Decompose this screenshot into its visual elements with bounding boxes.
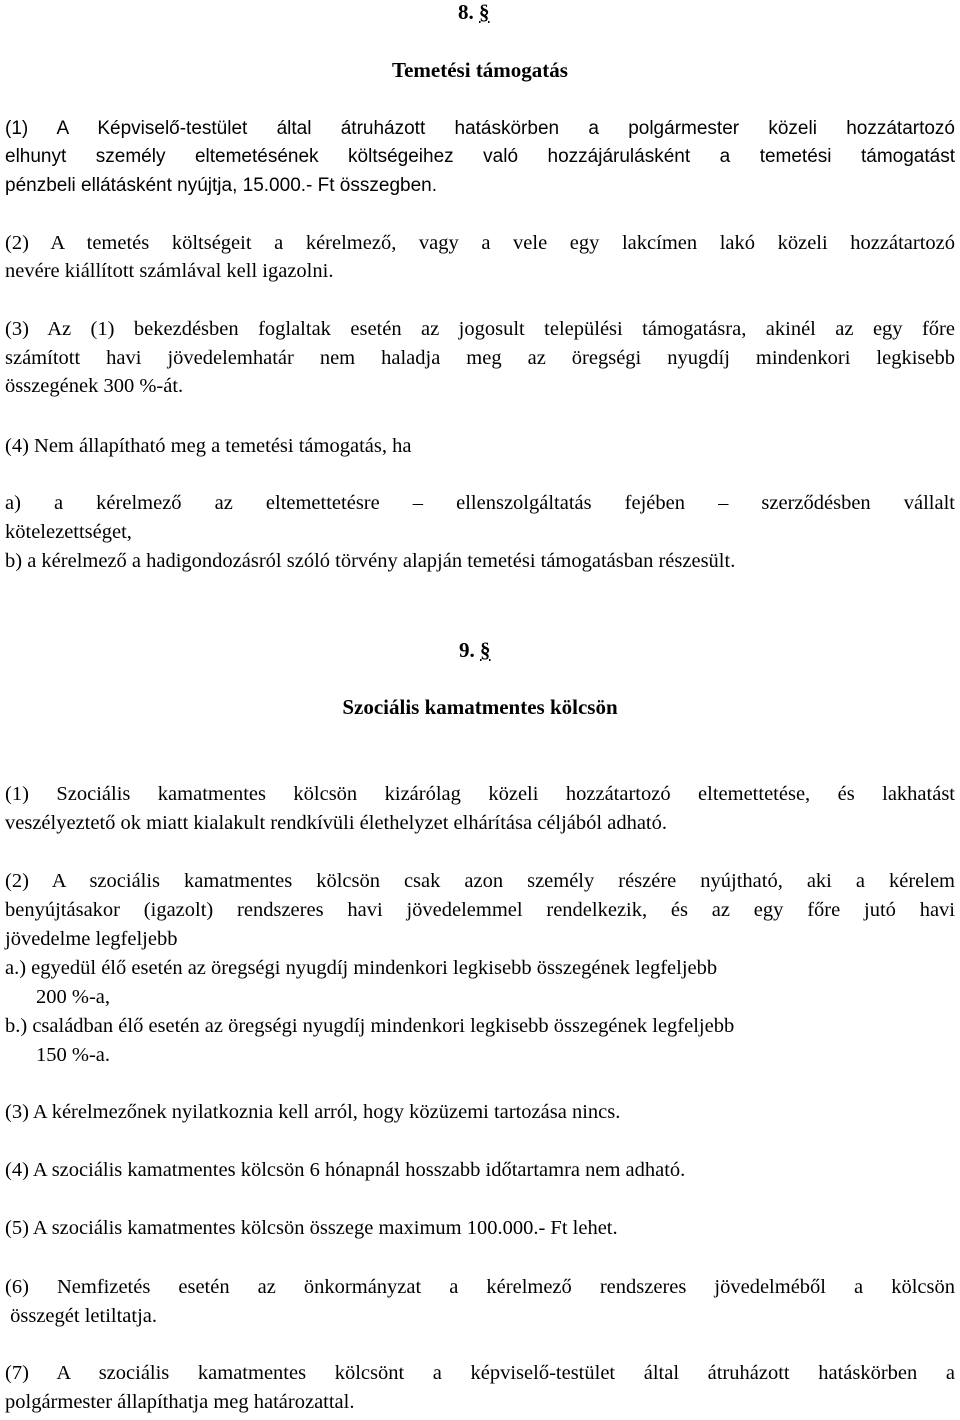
section-number: 9. [459, 638, 475, 662]
list-item-a: a.) egyedül élő esetén az öregségi nyugdíj mindenkori legkisebb összegének legfeljebb [5, 957, 718, 979]
paragraph-line: (4) A szociális kamatmentes kölcsön 6 hónapnál hosszabb időtartamra nem adható. [5, 1159, 686, 1181]
section-heading [459, 636, 519, 665]
paragraph-line: nevére kiállított számlával kell igazolni. [5, 260, 334, 282]
paragraph-line: (6) Nemfizetés esetén az önkormányzat a kérelmező rendszeres jövedelméből a kölcsön [5, 1276, 955, 1298]
list-item-a: a) a kérelmező az eltemettetésre – ellenszolgáltatás fejében – szerződésben vállalt [5, 492, 955, 514]
section-symbol: § [479, 0, 490, 24]
paragraph-line: pénzbeli ellátásként nyújtja, 15.000.- Ft összegben. [5, 175, 437, 196]
paragraph-line: veszélyeztető ok miatt kialakult rendkívüli élethelyzet elhárítása céljából adható. [5, 812, 667, 834]
list-item-a-cont: 200 %-a, [36, 986, 111, 1008]
paragraph-line: (7) A szociális kamatmentes kölcsönt a képviselő-testület által átruházott hatáskörben a [5, 1362, 955, 1384]
list-item-b: b.) családban élő esetén az öregségi nyugdíj mindenkori legkisebb összegének legfeljebb [5, 1015, 735, 1037]
paragraph-line: összegének 300 %-át. [5, 375, 184, 397]
paragraph-line: (5) A szociális kamatmentes kölcsön összege maximum 100.000.- Ft lehet. [5, 1217, 618, 1239]
paragraph-line: jövedelme legfeljebb [5, 928, 178, 950]
paragraph-line: (1) A Képviselő-testület által átruházott hatáskörben a polgármester közeli hozzátartozó [5, 118, 955, 139]
list-item-a-cont: kötelezettséget, [5, 521, 132, 543]
section-heading [458, 0, 518, 27]
section-symbol: § [480, 638, 491, 662]
section-title: Temetési támogatás [392, 58, 568, 82]
paragraph-line: (4) Nem állapítható meg a temetési támogatás, ha [5, 435, 412, 457]
paragraph-line: benyújtásakor (igazolt) rendszeres havi jövedelemmel rendelkezik, és az egy főre jutó havi [5, 899, 955, 921]
section-title: Szociális kamatmentes kölcsön [342, 695, 618, 719]
paragraph-line: (2) A temetés költségeit a kérelmező, vagy a vele egy lakcímen lakó közeli hozzátartozó [5, 232, 955, 254]
paragraph-line: (2) A szociális kamatmentes kölcsön csak azon személy részére nyújtható, aki a kérelem [5, 870, 955, 892]
paragraph-line: (1) Szociális kamatmentes kölcsön kizárólag közeli hozzátartozó eltemettetése, és lakhatást [5, 783, 955, 805]
section-number: 8. [458, 0, 474, 24]
list-item-b: b) a kérelmező a hadigondozásról szóló törvény alapján temetési támogatásban részesült. [5, 550, 736, 572]
paragraph-line: összegét letiltatja. [5, 1305, 157, 1327]
paragraph-line: (3) Az (1) bekezdésben foglaltak esetén az jogosult települési támogatásra, akinél az egy főre [5, 318, 955, 340]
paragraph-line: elhunyt személy eltemetésének költségeihez való hozzájárulásként a temetési támogatást [5, 146, 955, 167]
list-item-b-cont: 150 %-a. [36, 1044, 111, 1066]
paragraph-line: (3) A kérelmezőnek nyilatkoznia kell arról, hogy közüzemi tartozása nincs. [5, 1101, 621, 1123]
paragraph-line: számított havi jövedelemhatár nem haladja meg az öregségi nyugdíj mindenkori legkisebb [5, 347, 955, 369]
paragraph-line: polgármester állapíthatja meg határozattal. [5, 1391, 355, 1413]
